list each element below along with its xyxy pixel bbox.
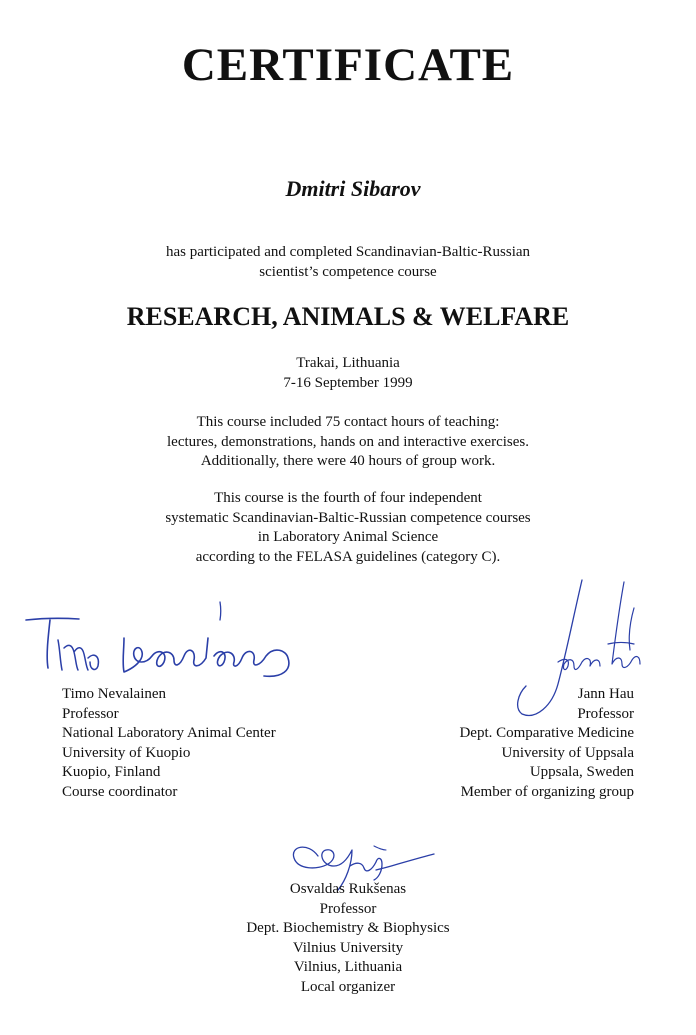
teaching-line-3: Additionally, there were 40 hours of group work. xyxy=(200,453,496,469)
left-university: University of Kuopio xyxy=(62,744,191,761)
signatory-right xyxy=(459,685,634,802)
signatory-bottom xyxy=(0,880,696,997)
left-city: Kuopio, Finland xyxy=(62,764,161,780)
series-line-1: This course is the fourth of four independent xyxy=(214,490,482,506)
series-line-2: systematic Scandinavian-Baltic-Russian competence courses xyxy=(165,509,531,526)
bottom-position: Professor xyxy=(319,900,377,917)
right-university: University of Uppsala xyxy=(501,744,634,761)
bottom-city: Vilnius, Lithuania xyxy=(293,959,403,975)
series-line-4: according to the FELASA guidelines (category C). xyxy=(195,548,501,565)
teaching-line-2: lectures, demonstrations, hands on and interactive exercises. xyxy=(167,433,529,450)
teaching-paragraph xyxy=(0,413,696,472)
location-date xyxy=(0,354,696,393)
teaching-line-1: This course included 75 contact hours of teaching: xyxy=(196,414,500,430)
signature-left xyxy=(24,598,304,688)
bottom-name: Osvaldas Rukšenas xyxy=(289,881,407,897)
intro-text xyxy=(0,243,696,282)
series-line-3: in Laboratory Animal Science xyxy=(257,529,439,545)
series-paragraph xyxy=(0,489,696,567)
bottom-university: Vilnius University xyxy=(292,939,404,956)
right-city: Uppsala, Sweden xyxy=(529,764,634,780)
right-role: Member of organizing group xyxy=(460,783,634,800)
right-department: Dept. Comparative Medicine xyxy=(459,725,634,741)
certificate-title: CERTIFICATE xyxy=(181,39,515,91)
date-line: 7-16 September 1999 xyxy=(283,374,413,391)
left-name: Timo Nevalainen xyxy=(62,686,167,702)
left-position: Professor xyxy=(62,705,119,722)
location-line: Trakai, Lithuania xyxy=(296,355,400,371)
signatory-left xyxy=(62,685,276,802)
right-name: Jann Hau xyxy=(577,686,634,702)
left-role: Course coordinator xyxy=(62,783,178,800)
recipient-name: Dmitri Sibarov xyxy=(285,176,421,201)
intro-line-1: has participated and completed Scandinavian-Baltic-Russian xyxy=(165,244,531,260)
left-department: National Laboratory Animal Center xyxy=(62,725,276,741)
intro-line-2: scientist’s competence course xyxy=(259,263,437,280)
right-position: Professor xyxy=(577,705,634,722)
course-title: RESEARCH, ANIMALS & WELFARE xyxy=(126,302,570,331)
bottom-role: Local organizer xyxy=(300,978,396,995)
bottom-department: Dept. Biochemistry & Biophysics xyxy=(246,920,450,936)
